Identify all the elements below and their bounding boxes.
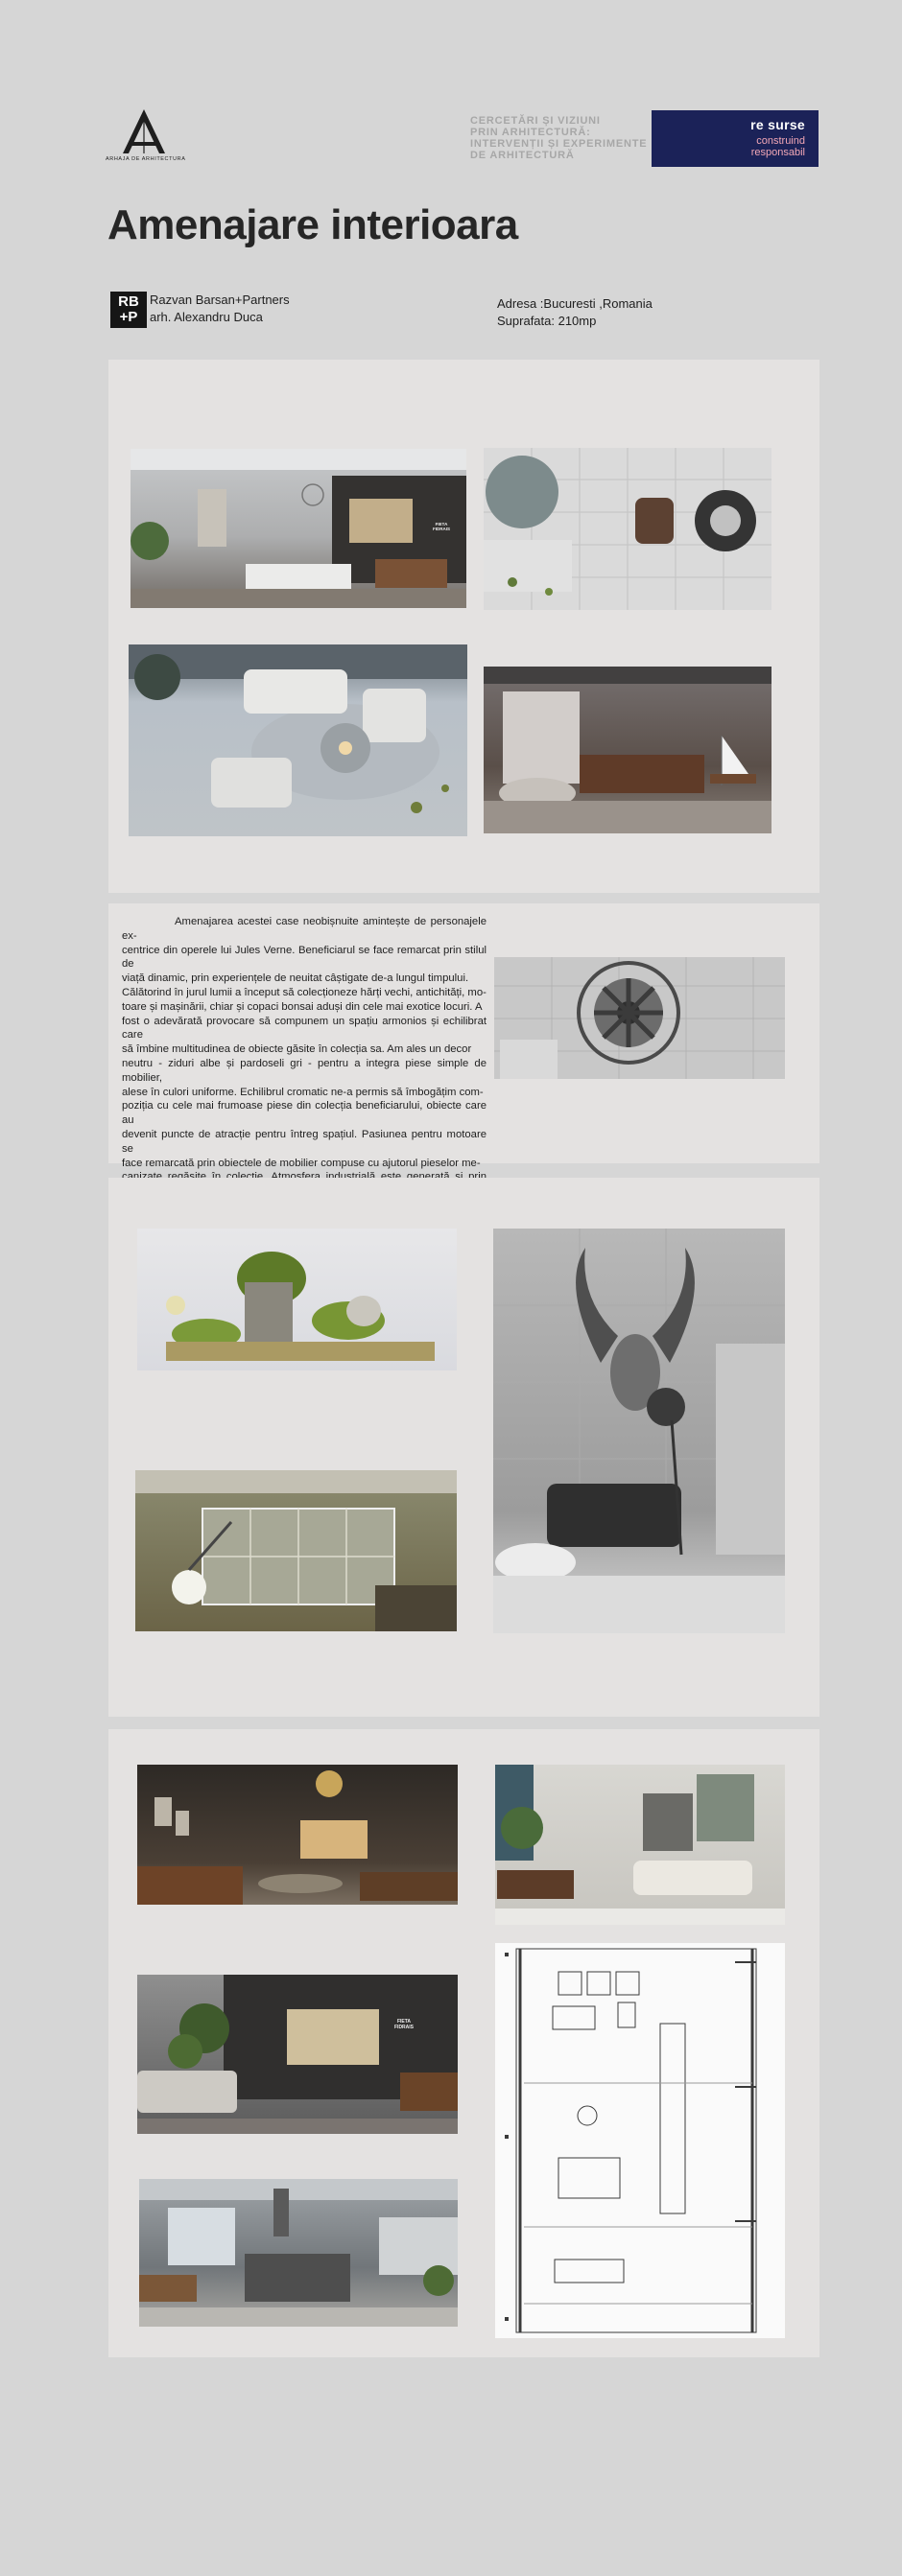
tagline-line: CERCETĂRI ȘI VIZIUNI (470, 115, 601, 127)
rbp-line: RB (118, 293, 139, 310)
gallery-panel-2 (108, 1178, 819, 1717)
architecture-logo (106, 107, 186, 175)
description-line: face remarcată prin obiectele de mobilier compuse cu ajutorul pieselor me- (122, 1157, 481, 1169)
description-line: neutru - ziduri albe și pardoseli gri - pentru a integra piese simple de mobilier, (122, 1057, 487, 1084)
living-room-aerial-photo (129, 644, 467, 836)
rbp-logo (110, 292, 147, 328)
description-line: Amenajarea acestei case neobișnuite amintește de personajele ex- (122, 916, 487, 942)
project-info (497, 295, 653, 330)
floor-plan-icon (495, 1943, 785, 2338)
rbp-line: +P (119, 309, 138, 325)
photo-icon (129, 644, 467, 836)
area-text: Suprafata: 210mp (497, 314, 597, 328)
photo-icon (137, 1229, 457, 1370)
top-view-photo (484, 448, 771, 610)
office-name: Razvan Barsan+Partners (150, 293, 290, 307)
description-line: să îmbine multitudinea de obiecte găsite în colecția sa. Am ales un decor (122, 1043, 472, 1056)
photo-icon (484, 448, 771, 610)
description-line: alese în culori uniforme. Echilibrul cromatic ne-a permis să îmbogățim com- (122, 1086, 484, 1098)
photo-icon (137, 1975, 458, 2134)
photo-icon (137, 1765, 458, 1905)
resurse-logo (652, 110, 819, 167)
living-room-boat-photo (484, 667, 771, 833)
kitchen-photo (139, 2179, 458, 2327)
sofa-frames-photo (495, 1765, 785, 1925)
glass-table-lamp-photo (135, 1470, 457, 1631)
photo-icon (139, 2179, 458, 2327)
description-panel (108, 903, 819, 1169)
propeller-detail-photo (494, 957, 785, 1079)
photo-icon (484, 667, 771, 833)
photo-icon (131, 449, 466, 608)
photo-icon (495, 1765, 785, 1925)
description-line: poziția cu cele mai frumoase piese din colecția beneficiarului, obiecte care au (122, 1100, 487, 1127)
dark-living-room-photo (137, 1765, 458, 1905)
tagline-line: DE ARHITECTURĂ (470, 150, 575, 161)
description-line: devenit puncte de atracție pentru întreg spațiul. Pasiunea pentru motoare se (122, 1128, 487, 1155)
architect-name: arh. Alexandru Duca (150, 310, 263, 324)
description-line: centrice din operele lui Jules Verne. Beneficiarul se face remarcat prin stilul de (122, 944, 487, 971)
gallery-panel-3 (108, 1729, 819, 2357)
tagline-line: PRIN ARHITECTURĂ: (470, 127, 591, 138)
project-credits (150, 292, 290, 326)
photo-icon (135, 1470, 457, 1631)
photo-wall-label: FIETA FIDRAIS (394, 2019, 414, 2030)
bonsai-landscape-photo (137, 1229, 457, 1370)
living-room-front-photo (131, 449, 466, 608)
description-line: viață dinamic, prin experiențele de neuitat câștigate de-a lungul timpului. (122, 972, 469, 985)
resurse-sub-line: responsabil (750, 147, 805, 158)
description-line: fost o adevărată provocare să compunem un spațiu armonios și echilibrat care (122, 1015, 487, 1042)
address-text: Adresa :Bucuresti ,Romania (497, 296, 653, 311)
horns-armchair-photo (493, 1229, 785, 1633)
page-title: Amenajare interioara (107, 201, 518, 248)
letter-a-logo-icon (119, 107, 169, 155)
photo-icon (494, 957, 785, 1079)
resurse-name: re surse (750, 117, 805, 132)
photo-wall-label: FIETA FIDRAIS (433, 522, 450, 531)
description-line: Călătorind în jurul lumii a început să colecționeze hărți vechi, antichități, mo- (122, 986, 487, 998)
logo-caption: ARHAJA DE ARHITECTURA (106, 156, 186, 162)
photo-icon (493, 1229, 785, 1633)
tagline-line: INTERVENȚII ȘI EXPERIMENTE (470, 138, 648, 150)
program-tagline (470, 115, 662, 161)
resurse-sub-line: construind (756, 135, 805, 147)
tv-wall-bonsai-photo (137, 1975, 458, 2134)
description-line: toare și mașinării, chiar și copaci bonsai aduși din cele mai exotice locuri. A (122, 1000, 483, 1013)
gallery-panel-1 (108, 360, 819, 893)
resurse-subtitle (751, 135, 805, 158)
floor-plan-drawing (495, 1943, 785, 2338)
